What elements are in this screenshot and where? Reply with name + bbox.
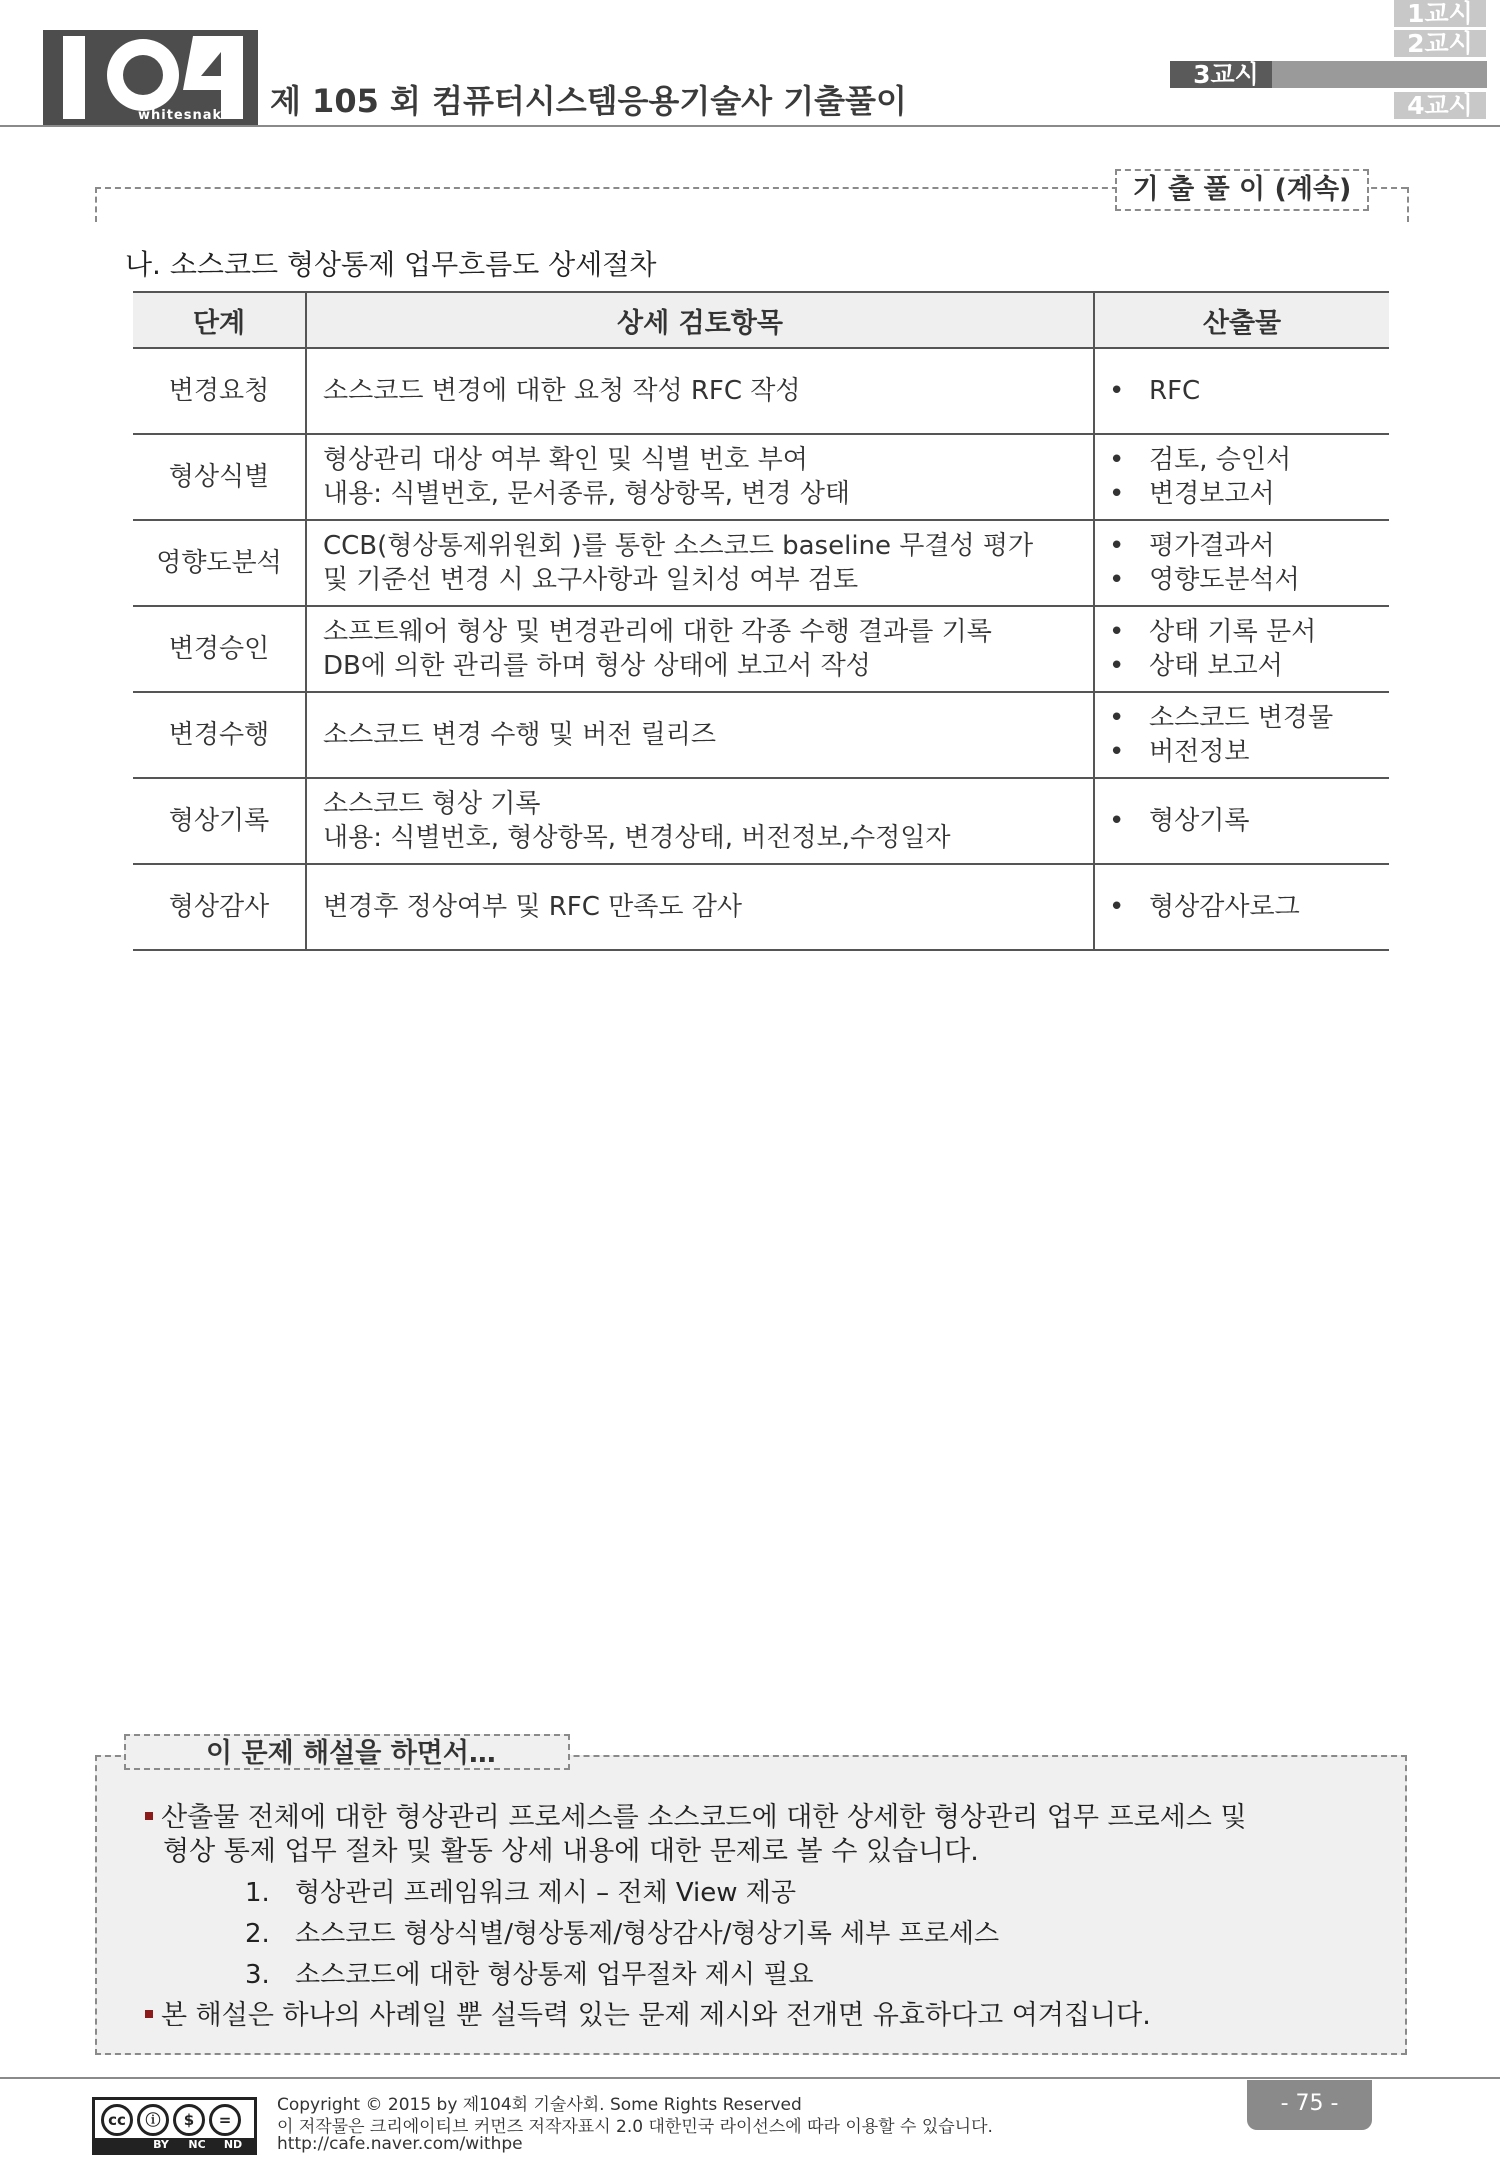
column-header-output: 산출물: [1094, 292, 1389, 348]
detail-line: 및 기준선 변경 시 요구사항과 일치성 여부 검토: [323, 565, 859, 595]
output-item: • 상태 보고서: [1109, 649, 1388, 683]
detail-line: 형상관리 대상 여부 확인 및 식별 번호 부여: [323, 445, 808, 475]
step-cell: 형상기록: [133, 778, 306, 864]
detail-cell: [306, 520, 1094, 606]
logo: [43, 30, 258, 125]
detail-cell: [306, 606, 1094, 692]
tab-session-2[interactable]: 2교시: [1394, 30, 1486, 57]
detail-line: CCB(형상통제위원회 )를 통한 소스코드 baseline 무결성 평가: [323, 531, 1034, 561]
cc-icons: [101, 2104, 245, 2138]
table-row: [133, 778, 1389, 864]
output-cell: [1094, 348, 1389, 434]
commentary-list-item: [245, 1917, 999, 1951]
cc-icon: cc: [101, 2104, 133, 2136]
detail-line: 소스코드 변경에 대한 요청 작성 RFC 작성: [323, 376, 801, 406]
table-row: [133, 692, 1389, 778]
table-row: [133, 606, 1389, 692]
cc-tag-nd: ND: [223, 2138, 243, 2151]
step-cell: 변경수행: [133, 692, 306, 778]
source-url-link[interactable]: http://cafe.naver.com/withpe: [277, 2134, 523, 2154]
step-cell: 영향도분석: [133, 520, 306, 606]
commentary-paragraph-cont: [163, 1835, 979, 1869]
list-text: 소스코드 형상식별/형상통제/형상감사/형상기록 세부 프로세스: [295, 1919, 1000, 1949]
detail-line: 내용: 식별번호, 형상항목, 변경상태, 버전정보,수정일자: [323, 823, 951, 853]
output-cell: [1094, 778, 1389, 864]
list-number: 3.: [245, 1960, 270, 1990]
logo-subtitle: whitesnake: [138, 108, 232, 123]
commentary-text: 본 해설은 하나의 사례일 뿐 설득력 있는 문제 제시와 전개면 유효하다고 여겨집니다.: [161, 2000, 1151, 2031]
header-divider: [0, 125, 1500, 127]
commentary-list-item: [245, 1958, 814, 1992]
page-number: - 75 -: [1247, 2080, 1372, 2130]
step-cell: 형상식별: [133, 434, 306, 520]
list-text: 형상관리 프레임워크 제시 – 전체 View 제공: [295, 1878, 797, 1908]
output-item: • 검토, 승인서: [1109, 443, 1388, 477]
detail-cell: [306, 778, 1094, 864]
table-row: [133, 434, 1389, 520]
section-frame-right: [1407, 187, 1409, 222]
table-header-row: [133, 292, 1389, 348]
commentary-text: 형상 통제 업무 절차 및 활동 상세 내용에 대한 문제로 볼 수 있습니다.: [163, 1836, 979, 1867]
detail-line: 변경후 정상여부 및 RFC 만족도 감사: [323, 892, 743, 922]
detail-line: 내용: 식별번호, 문서종류, 형상항목, 변경 상태: [323, 479, 850, 509]
step-cell: 변경승인: [133, 606, 306, 692]
tab-session-3-active[interactable]: 3교시: [1170, 61, 1282, 88]
commentary-list-item: [245, 1876, 796, 1910]
section-heading: 나. 소스코드 형상통제 업무흐름도 상세절차: [125, 248, 657, 281]
output-item: • 상태 기록 문서: [1109, 615, 1388, 649]
output-item: • 형상기록: [1109, 804, 1388, 838]
footer-divider: [0, 2077, 1500, 2079]
person-icon: ⓘ: [137, 2104, 169, 2136]
step-cell: 변경요청: [133, 348, 306, 434]
list-number: 1.: [245, 1878, 270, 1908]
commentary-label: 이 문제 해설을 하면서…: [124, 1734, 570, 1770]
detail-line: 소스코드 변경 수행 및 버전 릴리즈: [323, 720, 716, 750]
table-row: [133, 348, 1389, 434]
cc-tags: [95, 2138, 254, 2152]
list-number: 2.: [245, 1919, 270, 1949]
equals-icon: =: [209, 2104, 241, 2136]
detail-line: 소스코드 형상 기록: [323, 789, 541, 819]
license-text: 이 저작물은 크리에이티브 커먼즈 저작자표시 2.0 대한민국 라이선스에 따라 이용할 수 있습니다.: [277, 2117, 993, 2137]
output-cell: [1094, 864, 1389, 950]
output-item: • 버전정보: [1109, 735, 1388, 769]
output-item: • 영향도분석서: [1109, 563, 1388, 597]
output-item: • 평가결과서: [1109, 529, 1388, 563]
commentary-text: 산출물 전체에 대한 형상관리 프로세스를 소스코드에 대한 상세한 형상관리 업무 프로세스 및: [161, 1802, 1247, 1833]
detail-cell: [306, 434, 1094, 520]
table-row: [133, 864, 1389, 950]
output-cell: [1094, 434, 1389, 520]
output-cell: [1094, 606, 1389, 692]
commentary-paragraph: [145, 1999, 1151, 2033]
procedure-table: [133, 291, 1389, 951]
copyright-text: Copyright © 2015 by 제104회 기술사회. Some Rights Reserved: [277, 2095, 802, 2115]
output-item: • RFC: [1109, 374, 1388, 408]
detail-cell: [306, 692, 1094, 778]
document-title: 제 105 회 컴퓨터시스템응용기술사 기출풀이: [270, 82, 907, 120]
output-item: • 형상감사로그: [1109, 890, 1388, 924]
commentary-paragraph: [145, 1801, 1247, 1835]
output-item: • 변경보고서: [1109, 477, 1388, 511]
output-item: • 소스코드 변경물: [1109, 701, 1388, 735]
active-tab-bar: [1272, 61, 1487, 88]
cc-tag-by: BY: [153, 2138, 169, 2151]
output-cell: [1094, 692, 1389, 778]
tab-session-4[interactable]: 4교시: [1394, 92, 1486, 119]
square-bullet-icon: [145, 1812, 153, 1820]
no-dollar-icon: $: [173, 2104, 205, 2136]
list-text: 소스코드에 대한 형상통제 업무절차 제시 필요: [295, 1960, 814, 1990]
detail-line: 소프트웨어 형상 및 변경관리에 대한 각종 수행 결과를 기록: [323, 617, 992, 647]
section-frame-left: [95, 187, 97, 222]
detail-cell: [306, 348, 1094, 434]
detail-line: DB에 의한 관리를 하며 형상 상태에 보고서 작성: [323, 651, 871, 681]
section-label: 기 출 풀 이 (계속): [1115, 169, 1369, 211]
detail-cell: [306, 864, 1094, 950]
square-bullet-icon: [145, 2010, 153, 2018]
tab-session-1[interactable]: 1교시: [1394, 0, 1486, 27]
cc-tag-nc: NC: [188, 2138, 206, 2151]
column-header-step: 단계: [133, 292, 306, 348]
table-row: [133, 520, 1389, 606]
step-cell: 형상감사: [133, 864, 306, 950]
column-header-detail: 상세 검토항목: [306, 292, 1094, 348]
cc-license-badge[interactable]: [92, 2097, 257, 2155]
output-cell: [1094, 520, 1389, 606]
